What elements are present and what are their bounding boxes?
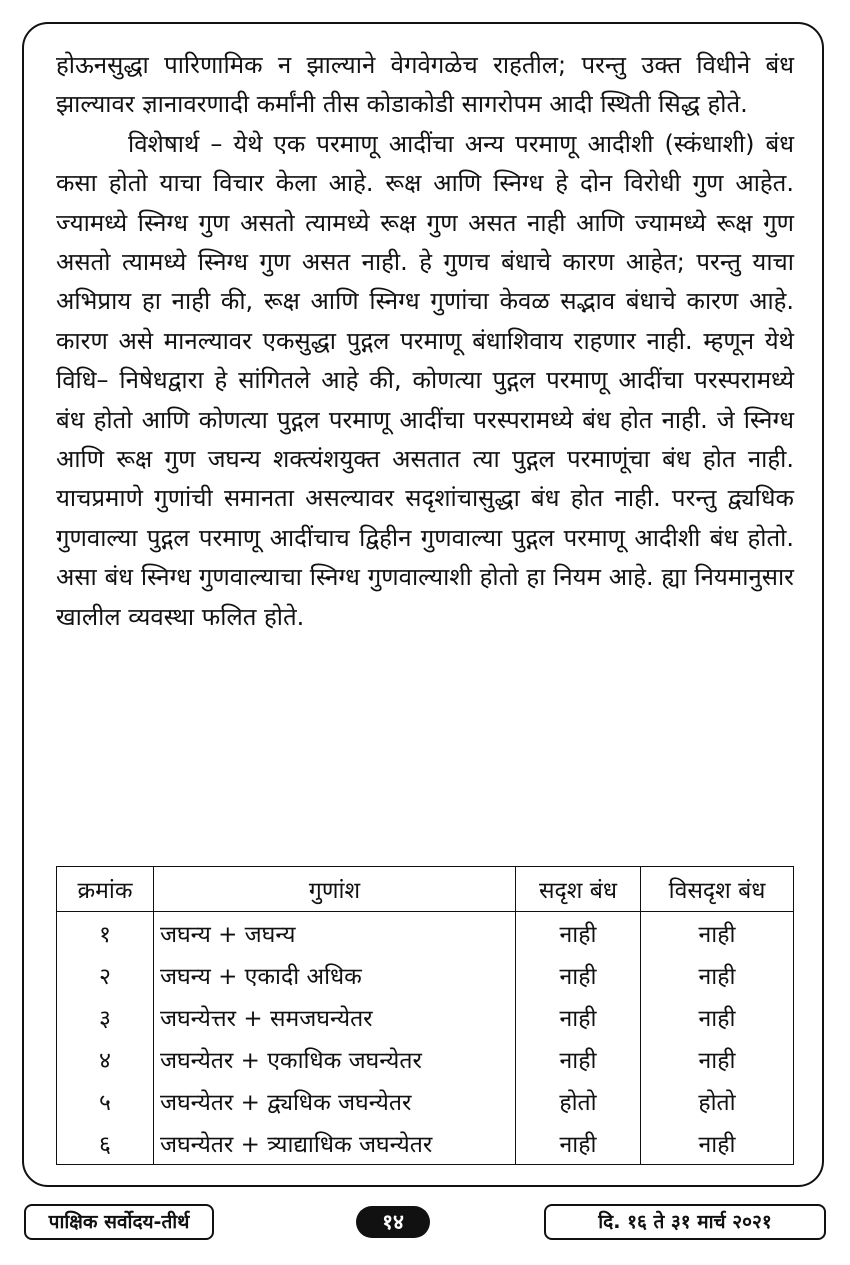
cell-visadrush: नाही [641, 996, 794, 1038]
cell-visadrush: नाही [641, 1038, 794, 1080]
issue-date: दि. १६ ते ३१ मार्च २०२१ [544, 1204, 826, 1240]
header-gunansh: गुणांश [154, 867, 516, 912]
cell-gunansh: जघन्य + जघन्य [154, 912, 516, 955]
body-text [56, 46, 794, 637]
cell-gunansh: जघन्येतर + एकाधिक जघन्येतर [154, 1038, 516, 1080]
cell-serial: ४ [57, 1038, 154, 1080]
publication-name: पाक्षिक सर्वोदय-तीर्थ [24, 1204, 214, 1240]
header-sadrush-bandh: सदृश बंध [516, 867, 641, 912]
paragraph-1: होऊनसुद्धा पारिणामिक न झाल्याने वेगवेगळेच राहतील; परन्तु उक्त विधीने बंध झाल्यावर ज्ञानावरणादी कर्मांनी तीस कोडाकोडी सागरोपम आदी स्थिती सिद्ध होते. [56, 51, 794, 119]
table-row [57, 912, 794, 955]
cell-visadrush: नाही [641, 954, 794, 996]
guna-bandh-table [56, 866, 794, 1165]
header-serial: क्रमांक [57, 867, 154, 912]
cell-serial: १ [57, 912, 154, 955]
cell-sadrush: नाही [516, 1038, 641, 1080]
cell-serial: ६ [57, 1122, 154, 1165]
cell-gunansh: जघन्येतर + त्र्याद्याधिक जघन्येतर [154, 1122, 516, 1165]
cell-visadrush: होतो [641, 1080, 794, 1122]
page-number: १४ [356, 1206, 430, 1238]
cell-visadrush: नाही [641, 1122, 794, 1165]
cell-visadrush: नाही [641, 912, 794, 955]
cell-sadrush: नाही [516, 954, 641, 996]
paragraph-2: विशेषार्थ – येथे एक परमाणू आदींचा अन्य परमाणू आदीशी (स्कंधाशी) बंध कसा होतो याचा विचार केला आहे. रूक्ष आणि स्निग्ध हे दोन विरोधी गुण आहेत. ज्यामध्ये स्निग्ध गुण असतो त्यामध्ये रूक्ष गुण असत नाही आणि ज्यामध्ये रूक्ष गुण असतो त्यामध्ये स्निग्ध गुण असत नाही. हे गुणच बंधाचे कारण आहेत; परन्तु याचा अभिप्राय हा नाही की, रूक्ष आणि स्निग्ध गुणांचा केवळ सद्भाव बंधाचे कारण आहे. कारण असे मानल्यावर एकसुद्धा पुद्गल परमाणू बंधाशिवाय राहणार नाही. म्हणून येथे विधि– निषेधद्वारा हे सांगितले आहे की, कोणत्या पुद्गल परमाणू आदींचा परस्परामध्ये बंध होतो आणि कोणत्या पुद्गल परमाणू आदींचा परस्परामध्ये बंध होत नाही. जे स्निग्ध आणि रूक्ष गुण जघन्य शक्त्यंशयुक्त असतात त्या पुद्गल परमाणूंचा बंध होत नाही. याचप्रमाणे गुणांची समानता असल्यावर सदृशांचासुद्धा बंध होत नाही. परन्तु द्व्यधिक गुणवाल्या पुद्गल परमाणू आदींचाच द्विहीन गुणवाल्या पुद्गल परमाणू आदीशी बंध होतो. असा बंध स्निग्ध गुणवाल्याचा स्निग्ध गुणवाल्याशी होतो हा नियम आहे. ह्या नियमानुसार खालील व्यवस्था फलित होते. [56, 129, 794, 631]
table-row [57, 1038, 794, 1080]
table-row [57, 1080, 794, 1122]
cell-sadrush: नाही [516, 1122, 641, 1165]
table-row [57, 996, 794, 1038]
cell-sadrush: नाही [516, 996, 641, 1038]
table-header-row [57, 867, 794, 912]
cell-serial: २ [57, 954, 154, 996]
cell-gunansh: जघन्येतर + द्व्यधिक जघन्येतर [154, 1080, 516, 1122]
header-visadrush-bandh: विसदृश बंध [641, 867, 794, 912]
table-row [57, 1122, 794, 1165]
cell-serial: ३ [57, 996, 154, 1038]
cell-gunansh: जघन्य + एकादी अधिक [154, 954, 516, 996]
table-row [57, 954, 794, 996]
cell-sadrush: नाही [516, 912, 641, 955]
cell-gunansh: जघन्येत्तर + समजघन्येतर [154, 996, 516, 1038]
cell-serial: ५ [57, 1080, 154, 1122]
cell-sadrush: होतो [516, 1080, 641, 1122]
